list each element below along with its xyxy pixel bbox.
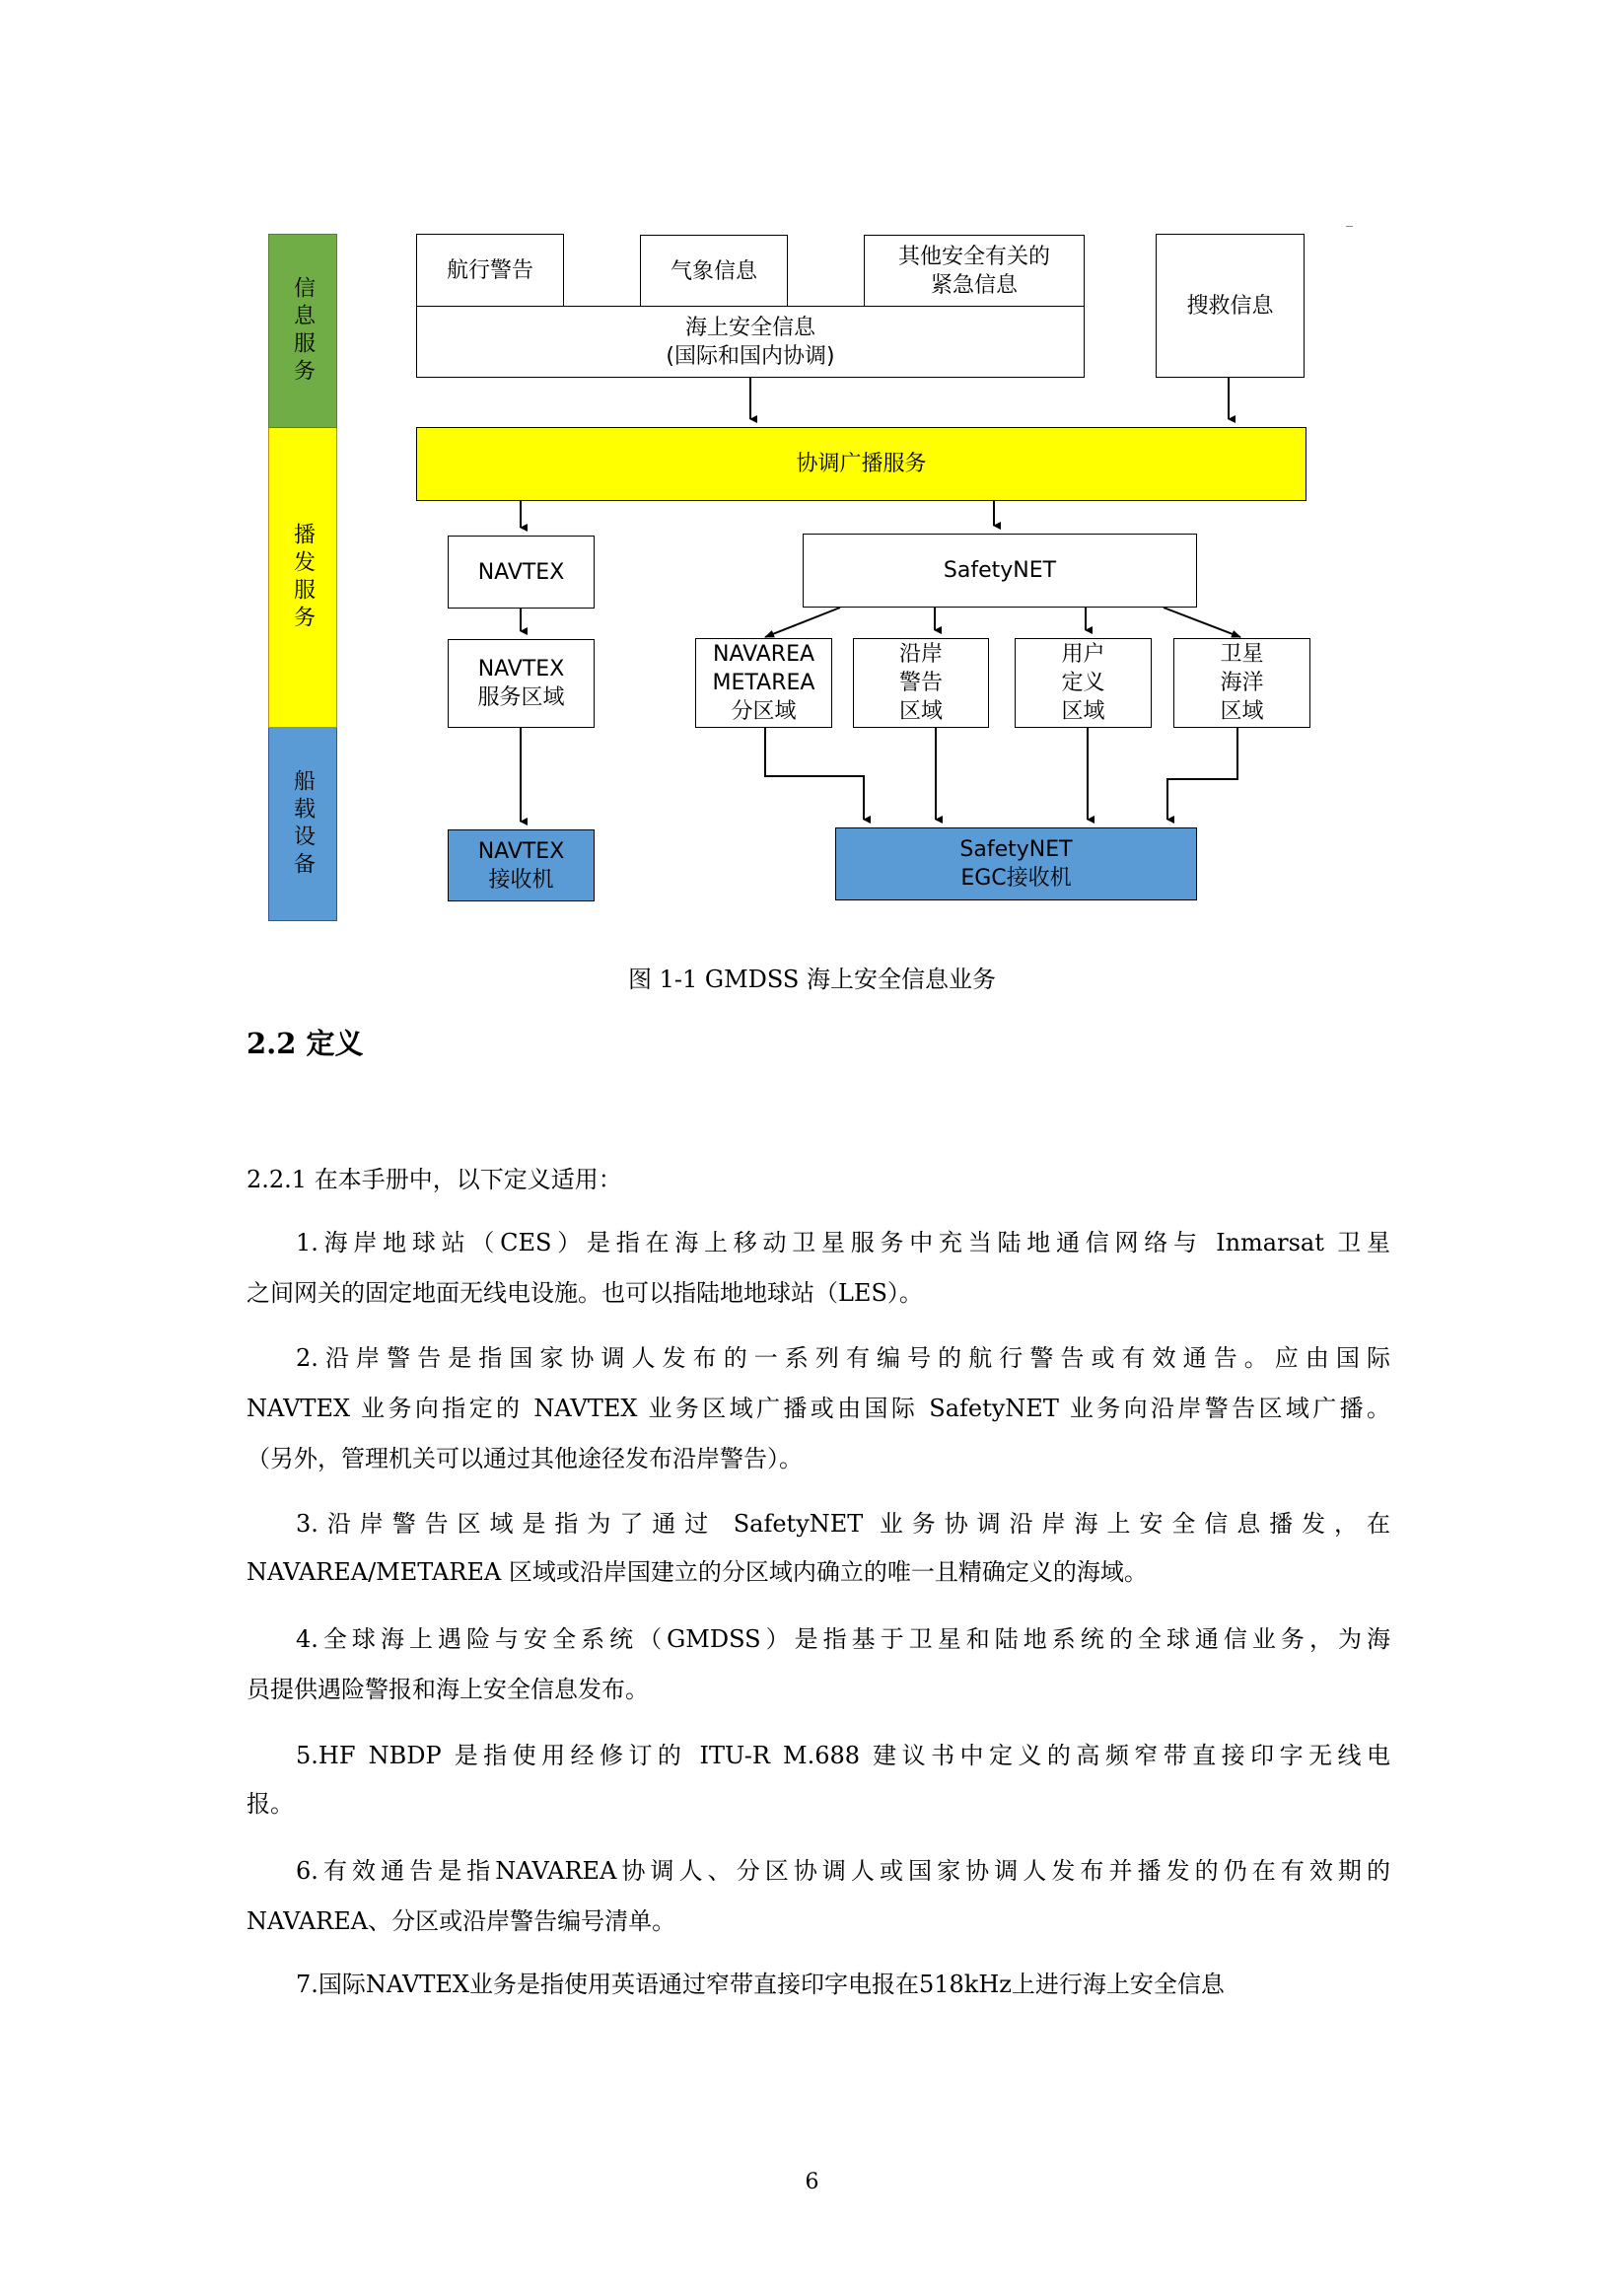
page-number: 6	[805, 2170, 819, 2194]
definition-1-line-1: 1.海岸地球站（CES）是指在海上移动卫星服务中充当陆地通信网络与 Inmarsat 卫星	[296, 1229, 1390, 1256]
node-label: NAVTEX 接收机	[477, 838, 565, 893]
node-label: NAVAREA METAREA 分区域	[712, 642, 815, 724]
node-label: SafetyNET	[943, 558, 1057, 583]
node-label: 气象信息	[670, 258, 757, 284]
node-label: 航行警告	[446, 258, 533, 283]
definition-5-line-2: 报。	[247, 1790, 294, 1818]
definition-2-line-3: （另外，管理机关可以通过其他途径发布沿岸警告）。	[247, 1445, 803, 1472]
node-label: NAVTEX	[477, 559, 565, 585]
definition-6-line-1: 6.有效通告是指NAVAREA协调人、分区协调人或国家协调人发布并播发的仍在有效期的	[296, 1857, 1390, 1885]
definition-2-line-1: 2.沿岸警告是指国家协调人发布的一系列有编号的航行警告或有效通告。应由国际	[296, 1344, 1390, 1372]
definition-3-line-2: NAVAREA/METAREA 区域或沿岸国建立的分区域内确立的唯一且精确定义的海域。	[247, 1558, 1148, 1586]
definition-6-line-2: NAVAREA、分区或沿岸警告编号清单。	[247, 1907, 676, 1935]
section-heading: 2.2 定义	[247, 1027, 364, 1060]
node-label: 搜救信息	[1186, 293, 1274, 319]
definition-5-line-1: 5.HF NBDP 是指使用经修订的 ITU-R M.688 建议书中定义的高频窄带直接印字无线电	[296, 1742, 1390, 1769]
arrow-safetynet-to-navarea	[765, 608, 840, 637]
band-label: 船载设备	[290, 768, 316, 880]
node-label: 卫星 海洋 区域	[1220, 642, 1264, 724]
arrow-satellite-to-egc	[1167, 728, 1237, 820]
band-label: 信息服务	[290, 275, 316, 387]
arrow-safetynet-to-satellite	[1164, 608, 1240, 637]
definition-2-line-2: NAVTEX 业务向指定的 NAVTEX 业务区域广播或由国际 SafetyNET 业务向沿岸警告区域广播。	[247, 1395, 1390, 1422]
definition-3-line-1: 3.沿岸警告区域是指为了通过 SafetyNET 业务协调沿岸海上安全信息播发，在	[296, 1510, 1390, 1538]
definition-4-line-1: 4.全球海上遇险与安全系统（GMDSS）是指基于卫星和陆地系统的全球通信业务，为海	[296, 1625, 1390, 1653]
figure-caption: 图 1-1 GMDSS 海上安全信息业务	[628, 966, 996, 993]
node-label: 协调广播服务	[796, 452, 927, 476]
node-label: NAVTEX 服务区域	[477, 657, 565, 710]
definition-4-line-2: 员提供遇险警报和海上安全信息发布。	[247, 1676, 649, 1703]
arrow-navarea-to-egc	[765, 728, 864, 820]
node-label: 其他安全有关的 紧急信息	[897, 245, 1050, 298]
connector-arrows	[0, 0, 1624, 986]
node-label: 海上安全信息 (国际和国内协调)	[666, 315, 835, 369]
node-label: SafetyNET EGC接收机	[959, 837, 1073, 891]
definition-7-line-1: 7.国际NAVTEX业务是指使用英语通过窄带直接印字电报在518kHz上进行海上安全信息	[296, 1971, 1225, 1998]
node-label: 用户 定义 区域	[1061, 642, 1105, 724]
definition-1-line-2: 之间网关的固定地面无线电设施。也可以指陆地地球站（LES）。	[247, 1279, 923, 1307]
node-label: 沿岸 警告 区域	[898, 642, 943, 724]
band-label: 播发服务	[290, 522, 316, 633]
intro-paragraph: 2.2.1 在本手册中，以下定义适用：	[247, 1166, 622, 1193]
